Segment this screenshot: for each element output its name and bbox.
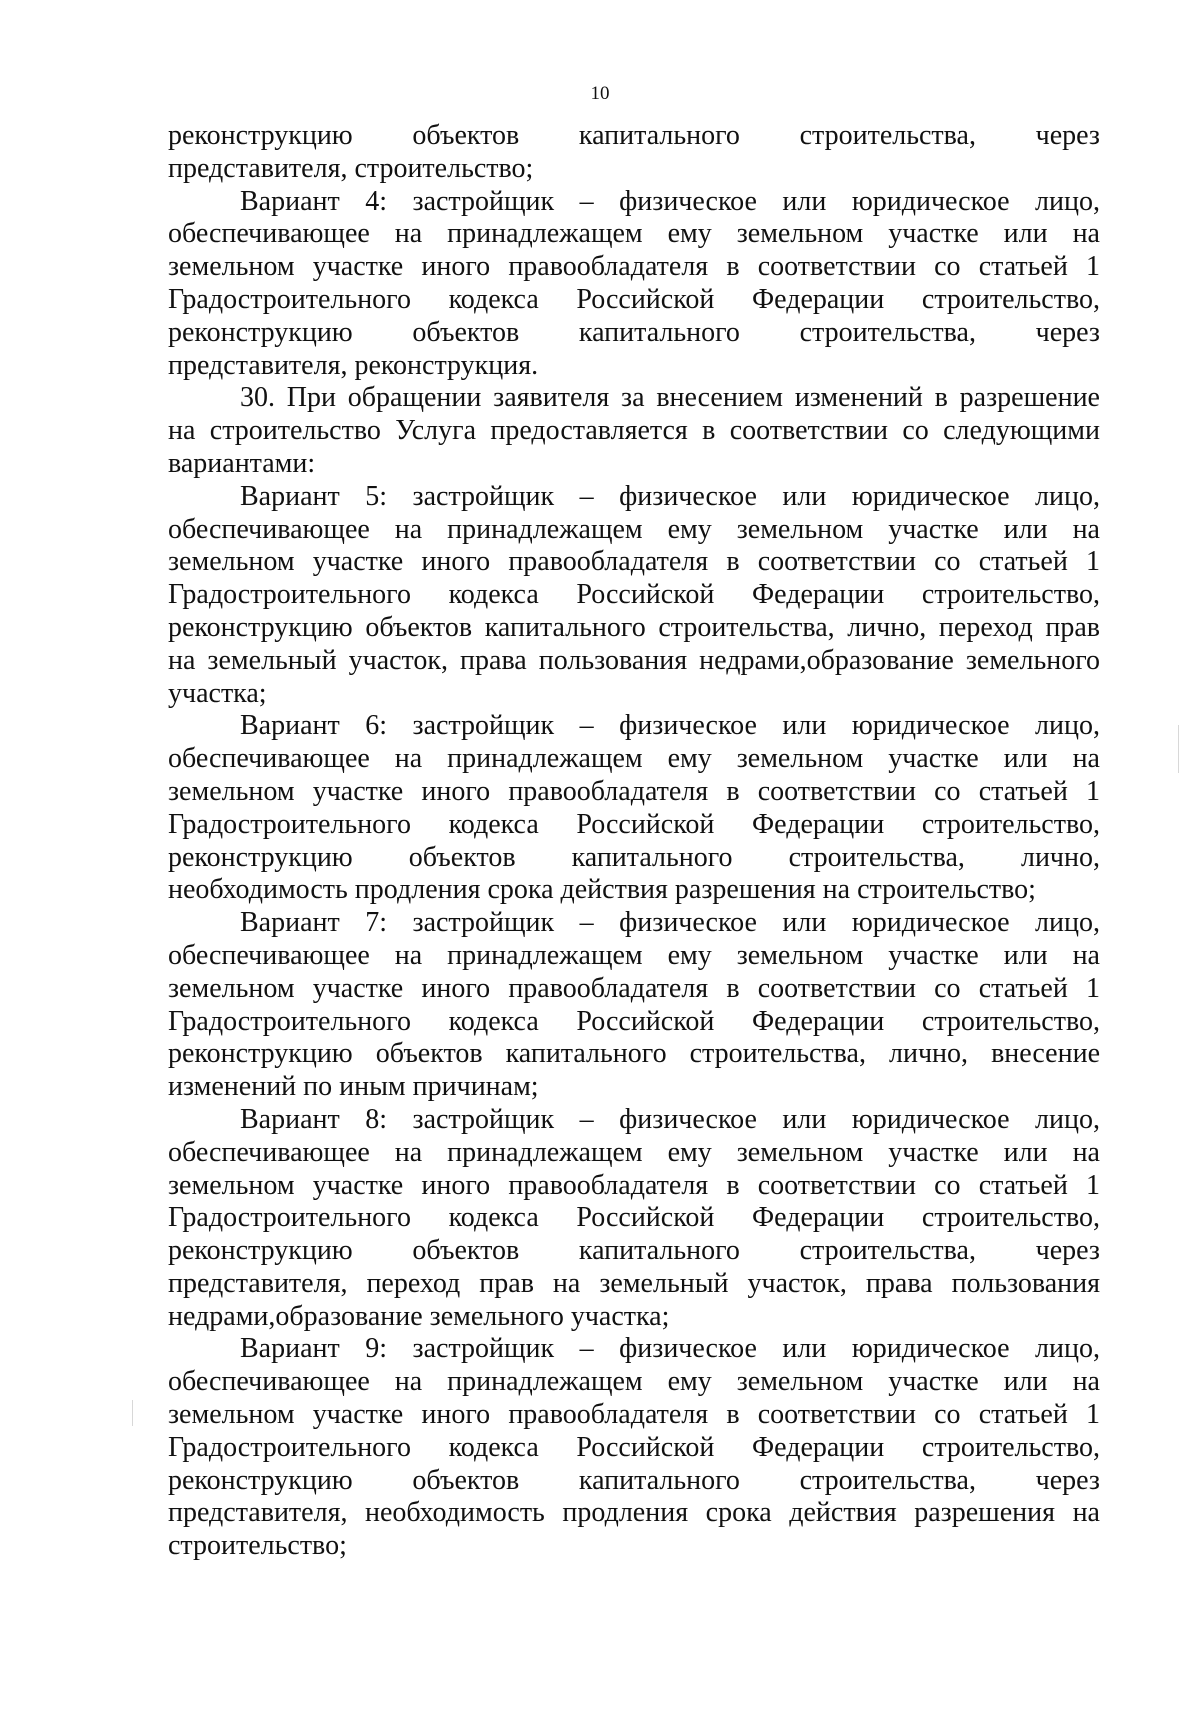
p-variant-9 bbox=[168, 1333, 1100, 1563]
text-line: обеспечивающее на принадлежащем ему земельном участке или на bbox=[168, 513, 1100, 545]
text-line: земельном участке иного правообладателя в соответствии со статьей 1 bbox=[168, 775, 1100, 807]
text-line: Вариант 4: застройщик – физическое или юридическое лицо, bbox=[240, 185, 1100, 217]
text-line: Вариант 7: застройщик – физическое или юридическое лицо, bbox=[240, 907, 1100, 939]
text-line: необходимость продления срока действия разрешения на строительство; bbox=[168, 874, 1036, 906]
p-variant-7 bbox=[168, 907, 1100, 1104]
text-line: реконструкцию объектов капитального строительства, через bbox=[168, 1235, 1100, 1267]
text-line: Вариант 5: застройщик – физическое или юридическое лицо, bbox=[240, 480, 1100, 512]
text-line: Градостроительного кодекса Российской Федерации строительство, bbox=[168, 283, 1100, 315]
text-line: земельном участке иного правообладателя в соответствии со статьей 1 bbox=[168, 1169, 1100, 1201]
text-line: Градостроительного кодекса Российской Федерации строительство, bbox=[168, 1005, 1100, 1037]
text-line: Вариант 8: застройщик – физическое или юридическое лицо, bbox=[240, 1103, 1100, 1135]
text-line: Градостроительного кодекса Российской Федерации строительство, bbox=[168, 1431, 1100, 1463]
p-variant-8 bbox=[168, 1104, 1100, 1334]
p-continuation bbox=[168, 120, 1100, 186]
text-line: земельном участке иного правообладателя в соответствии со статьей 1 bbox=[168, 1399, 1100, 1431]
text-line: представителя, строительство; bbox=[168, 152, 534, 184]
text-line: участка; bbox=[168, 677, 267, 709]
text-line: представителя, необходимость продления срока действия разрешения на bbox=[168, 1497, 1100, 1529]
text-line: 30. При обращении заявителя за внесением изменений в разрешение bbox=[240, 382, 1100, 414]
text-line: на земельный участок, права пользования недрами,образование земельного bbox=[168, 644, 1100, 676]
text-line: Градостроительного кодекса Российской Федерации строительство, bbox=[168, 808, 1100, 840]
text-line: Вариант 9: застройщик – физическое или юридическое лицо, bbox=[240, 1333, 1100, 1365]
text-line: реконструкцию объектов капитального строительства, через bbox=[168, 1464, 1100, 1496]
text-line: представителя, переход прав на земельный участок, права пользования bbox=[168, 1267, 1100, 1299]
text-line: реконструкцию объектов капитального строительства, лично, переход прав bbox=[168, 611, 1100, 643]
text-line: Градостроительного кодекса Российской Федерации строительство, bbox=[168, 1202, 1100, 1234]
text-line: обеспечивающее на принадлежащем ему земельном участке или на bbox=[168, 1366, 1100, 1398]
text-line: недрами,образование земельного участка; bbox=[168, 1300, 670, 1332]
text-line: реконструкцию объектов капитального строительства, лично, bbox=[168, 841, 1100, 873]
text-line: строительство; bbox=[168, 1530, 347, 1562]
text-line: реконструкцию объектов капитального строительства, через bbox=[168, 316, 1100, 348]
text-line: земельном участке иного правообладателя в соответствии со статьей 1 bbox=[168, 251, 1100, 283]
text-line: Вариант 6: застройщик – физическое или юридическое лицо, bbox=[240, 710, 1100, 742]
p-variant-5 bbox=[168, 481, 1100, 711]
text-line: представителя, реконструкция. bbox=[168, 349, 539, 381]
text-line: реконструкцию объектов капитального строительства, через bbox=[168, 120, 1100, 151]
text-line: на строительство Услуга предоставляется в соответствии со следующими bbox=[168, 415, 1100, 447]
scan-margin-mark-right bbox=[1178, 725, 1179, 773]
text-line: земельном участке иного правообладателя в соответствии со статьей 1 bbox=[168, 972, 1100, 1004]
text-line: обеспечивающее на принадлежащем ему земельном участке или на bbox=[168, 218, 1100, 250]
scan-margin-mark-left bbox=[132, 1400, 133, 1426]
text-line: земельном участке иного правообладателя в соответствии со статьей 1 bbox=[168, 546, 1100, 578]
text-line: вариантами: bbox=[168, 447, 316, 479]
text-line: Градостроительного кодекса Российской Федерации строительство, bbox=[168, 579, 1100, 611]
text-line: реконструкцию объектов капитального строительства, лично, внесение bbox=[168, 1038, 1100, 1070]
text-line: изменений по иным причинам; bbox=[168, 1071, 539, 1103]
text-line: обеспечивающее на принадлежащем ему земельном участке или на bbox=[168, 743, 1100, 775]
text-line: обеспечивающее на принадлежащем ему земельном участке или на bbox=[168, 939, 1100, 971]
document-body bbox=[168, 120, 1100, 1563]
p-item-30 bbox=[168, 382, 1100, 480]
p-variant-4 bbox=[168, 186, 1100, 383]
text-line: обеспечивающее на принадлежащем ему земельном участке или на bbox=[168, 1136, 1100, 1168]
p-variant-6 bbox=[168, 710, 1100, 907]
page-number: 10 bbox=[590, 83, 610, 104]
